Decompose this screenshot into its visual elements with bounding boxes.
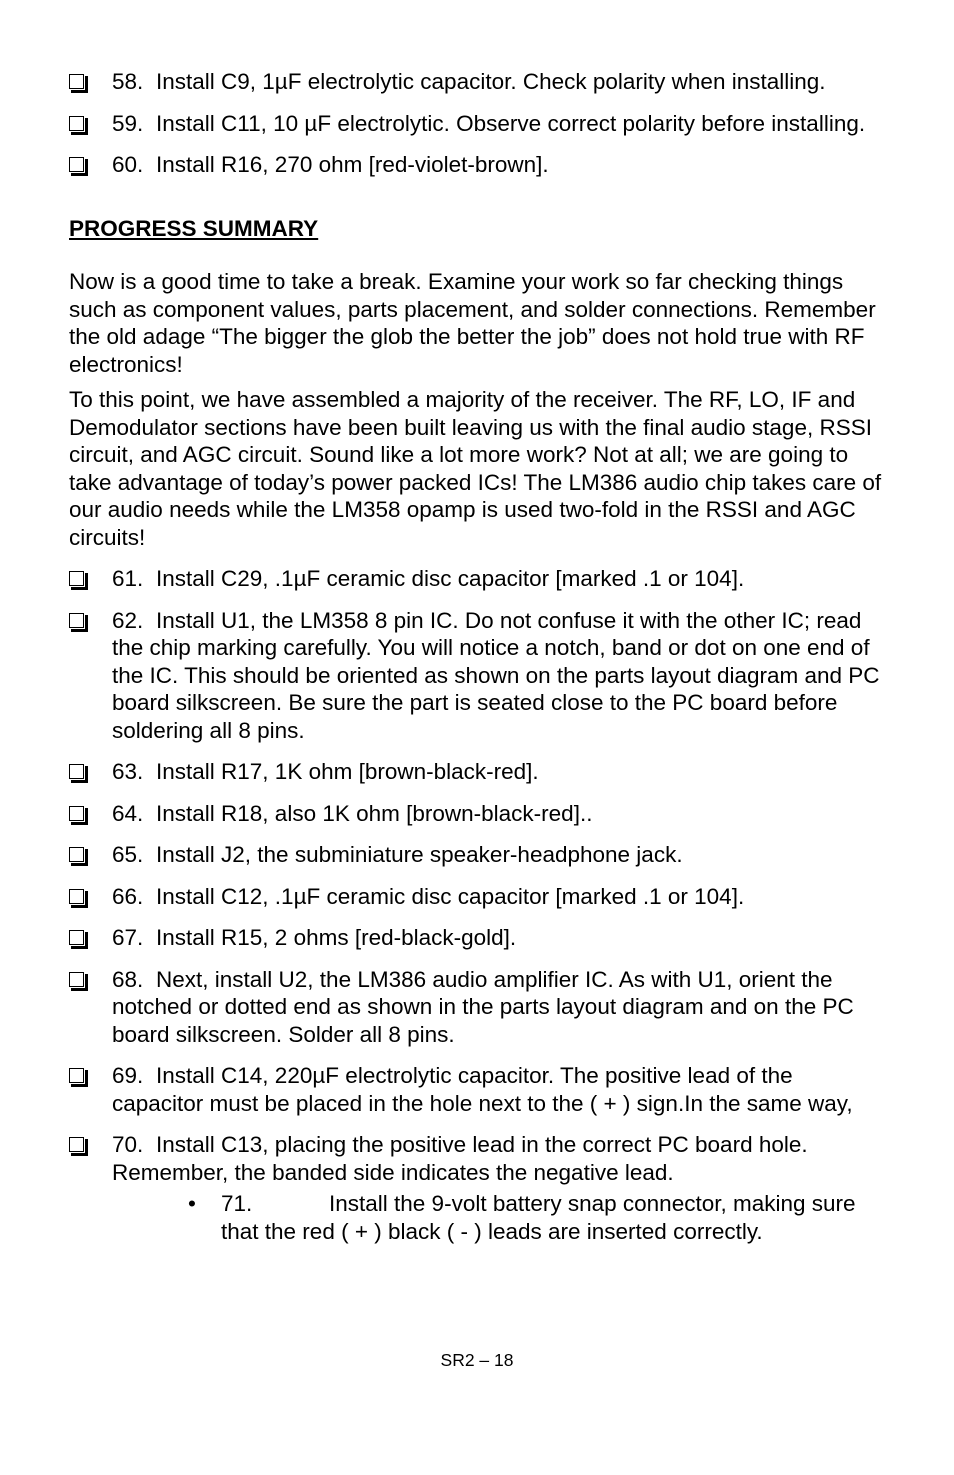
checkbox-icon[interactable] <box>69 930 84 945</box>
step-text: Install R16, 270 ohm [red-violet-brown]. <box>156 152 549 177</box>
step-text: Install C9, 1µF electrolytic capacitor. Check polarity when installing. <box>156 69 826 94</box>
checkbox-icon[interactable] <box>69 613 84 628</box>
page-footer: SR2 – 18 <box>440 1350 514 1370</box>
checkbox-icon[interactable] <box>69 847 84 862</box>
step-67 <box>69 924 889 952</box>
step-text: Install J2, the subminiature speaker-headphone jack. <box>156 842 683 867</box>
step-number: 69. <box>112 1063 144 1088</box>
step-71 <box>69 1190 889 1245</box>
step-65 <box>69 841 889 869</box>
paragraph: To this point, we have assembled a majority of the receiver. The RF, LO, IF and Demodulator sections have been built leaving us with the final audio stage, RSSI circuit, and AGC circuit. Sound like a lot more work? Not at all; we are going to take advantage of today’s power packed ICs! The LM386 audio chip takes care of our audio needs while the LM358 opamp is used two-fold in the RSSI and AGC circuits! <box>69 387 882 550</box>
checkbox-icon[interactable] <box>69 571 84 586</box>
step-text: Next, install U2, the LM386 audio amplifier IC. As with U1, orient the notched or dotted end as shown in the parts layout diagram and on the PC board silkscreen. Solder all 8 pins. <box>112 966 854 1047</box>
step-text: Install C12, .1µF ceramic disc capacitor [marked .1 or 104]. <box>156 883 745 909</box>
step-text: Install R15, 2 ohms [red-black-gold]. <box>156 925 517 950</box>
step-number: 60. <box>112 152 144 177</box>
step-number: 63. <box>112 759 144 784</box>
step-66 <box>69 883 889 911</box>
step-number: 64. <box>112 800 144 826</box>
paragraph: Now is a good time to take a break. Examine your work so far checking things such as component values, parts placement, and solder connections. Remember the old adage “The bigger the glob the better the job” does not hold true with RF electronics! <box>69 269 876 377</box>
step-text: Install U1, the LM358 8 pin IC. Do not confuse it with the other IC; read the chip marking carefully. You will notice a notch, band or dot on one end of the IC. This should be oriented as shown on the parts layout diagram and PC board silkscreen. Be sure the part is seated close to the PC board before soldering all 8 pins. <box>112 607 880 743</box>
checkbox-icon[interactable] <box>69 1137 84 1152</box>
step-60 <box>69 151 889 179</box>
bullet-icon: • <box>188 1191 196 1216</box>
step-59 <box>69 110 889 138</box>
checkbox-icon[interactable] <box>69 116 84 131</box>
checkbox-icon[interactable] <box>69 157 84 172</box>
step-number: 65. <box>112 842 144 867</box>
checkbox-icon[interactable] <box>69 1068 84 1083</box>
step-text: Install C11, 10 µF electrolytic. Observe correct polarity before installing. <box>156 110 866 136</box>
section-heading: PROGRESS SUMMARY <box>69 215 319 241</box>
step-text: Install R18, also 1K ohm [brown-black-red].. <box>156 800 593 826</box>
step-number: 58. <box>112 69 144 94</box>
step-text: Install R17, 1K ohm [brown-black-red]. <box>156 759 539 784</box>
checkbox-icon[interactable] <box>69 74 84 89</box>
step-64 <box>69 800 889 828</box>
step-58 <box>69 68 889 96</box>
step-number: 59. <box>112 110 144 136</box>
checkbox-icon[interactable] <box>69 889 84 904</box>
step-number: 71. <box>221 1191 253 1216</box>
step-62 <box>69 607 889 745</box>
manual-page <box>69 68 889 1245</box>
step-number: 68. <box>112 966 144 992</box>
step-text: Install C14, 220µF electrolytic capacitor. The positive lead of the capacitor must be placed in the hole next to the ( + ) sign.In the same way, <box>112 1063 853 1116</box>
step-number: 61. <box>112 566 144 591</box>
step-text: Install C13, placing the positive lead in the correct PC board hole. Remember, the banded side indicates the negative lead. <box>112 1132 808 1185</box>
step-63 <box>69 758 889 786</box>
step-70 <box>69 1131 889 1186</box>
checkbox-icon[interactable] <box>69 806 84 821</box>
step-61 <box>69 565 889 593</box>
checkbox-icon[interactable] <box>69 764 84 779</box>
step-number: 62. <box>112 607 144 633</box>
step-text: Install C29, .1µF ceramic disc capacitor [marked .1 or 104]. <box>156 566 745 591</box>
step-number: 70. <box>112 1132 144 1157</box>
step-69 <box>69 1062 889 1117</box>
step-68 <box>69 966 889 1049</box>
step-number: 66. <box>112 883 144 909</box>
step-number: 67. <box>112 925 144 950</box>
step-text: Install the 9-volt battery snap connector, making sure that the red ( + ) black ( - ) leads are inserted correctly. <box>221 1191 856 1244</box>
checkbox-icon[interactable] <box>69 972 84 987</box>
